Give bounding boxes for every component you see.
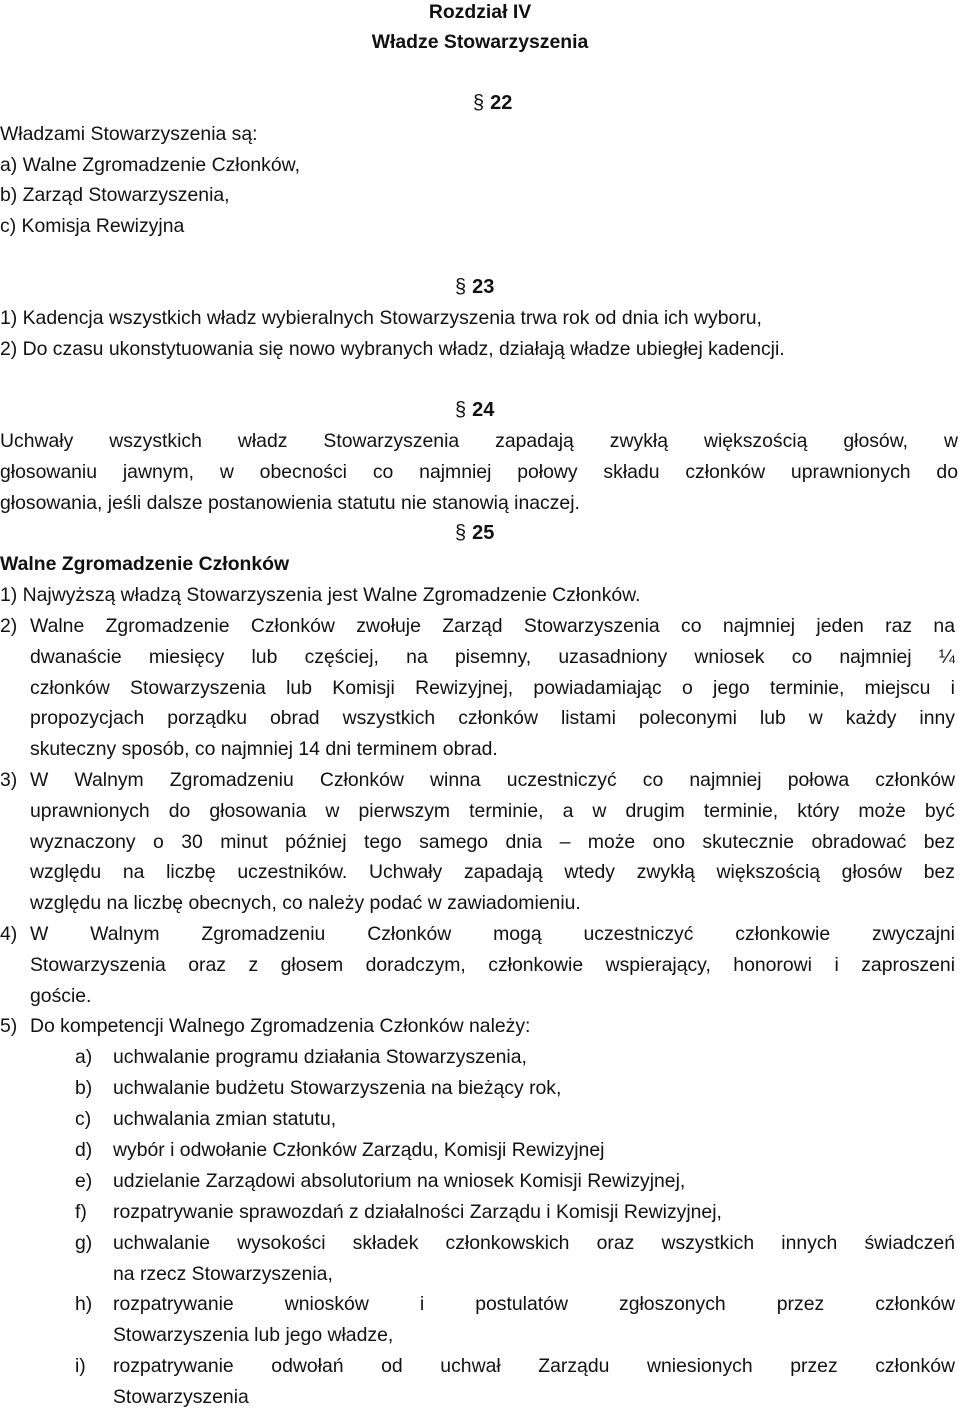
item-marker: g) [75,1232,93,1254]
s22-line: Władzami Stowarzyszenia są: [0,123,258,145]
item-marker: d) [75,1139,93,1161]
item-marker: h) [75,1293,93,1315]
competence-item: uchwalanie programu działania Stowarzyszenia, [113,1046,527,1068]
s25-p4-line: goście. [30,985,92,1007]
item-marker: f) [75,1201,87,1223]
item-marker: i) [75,1355,86,1377]
s25-paragraph-1: 1) Najwyższą władzą Stowarzyszenia jest Walne Zgromadzenie Członków. [0,584,641,606]
paragraph-marker: 4) [0,923,18,945]
s25-heading: Walne Zgromadzenie Członków [0,553,290,575]
competence-item: uchwalania zmian statutu, [113,1108,337,1130]
s23-line: 2) Do czasu ukonstytuowania się nowo wybranych władz, działają władze ubiegłej kadencji. [0,338,785,360]
section-number: 22 [490,92,513,114]
paragraph-marker: 5) [0,1015,18,1037]
competence-item: rozpatrywanie wniosków i postulatów zgłoszonych przez członków [113,1293,955,1315]
s25-p4-line: Stowarzyszenia oraz z głosem doradczym, członkowie wspierający, honorowi i zaproszeni [30,954,955,976]
section-number: 24 [472,399,495,421]
s24-line: głosowaniu jawnym, w obecności co najmniej połowy składu członków uprawnionych do [0,461,958,483]
item-marker: b) [75,1077,93,1099]
s25-p3-line: względu na liczbę obecnych, co należy podać w zawiadomieniu. [30,892,581,914]
s25-p3-line: wyznaczony o 30 minut później tego samego dnia – może ono skutecznie obradować bez [30,831,955,853]
s25-p4-line: W Walnym Zgromadzeniu Członków mogą uczestniczyć członkowie zwyczajni [30,923,955,945]
section-24-heading [455,398,494,422]
chapter-subtitle: Władze Stowarzyszenia [371,31,589,53]
section-number: 25 [472,522,495,544]
s22-line: b) Zarząd Stowarzyszenia, [0,184,230,206]
section-sign: § [455,522,467,544]
chapter-title: Rozdział IV [428,1,532,23]
s25-p5-intro: Do kompetencji Walnego Zgromadzenia Członków należy: [30,1015,531,1037]
competence-item-continued: na rzecz Stowarzyszenia, [113,1263,333,1285]
s25-p3-line: uprawnionych do głosowania w pierwszym terminie, a w drugim terminie, który może być [30,800,955,822]
section-23-heading [455,275,494,299]
section-25-heading [455,521,494,545]
competence-item: rozpatrywanie odwołań od uchwał Zarządu wniesionych przez członków [113,1355,955,1377]
section-sign: § [455,276,467,298]
item-marker: e) [75,1170,93,1192]
competence-item-continued: Stowarzyszenia [113,1386,249,1408]
section-sign: § [455,399,467,421]
s25-p2-line: skuteczny sposób, co najmniej 14 dni terminem obrad. [30,738,498,760]
competence-item: uchwalanie wysokości składek członkowskich oraz wszystkich innych świadczeń [113,1232,955,1254]
s25-p3-line: W Walnym Zgromadzeniu Członków winna uczestniczyć co najmniej połowa członków [30,769,955,791]
competence-item: wybór i odwołanie Członków Zarządu, Komisji Rewizyjnej [113,1139,605,1161]
s22-line: c) Komisja Rewizyjna [0,215,185,237]
competence-item-continued: Stowarzyszenia lub jego władze, [113,1324,394,1346]
s24-line: głosowania, jeśli dalsze postanowienia statutu nie stanowią inaczej. [0,492,580,514]
s24-line: Uchwały wszystkich władz Stowarzyszenia zapadają zwykłą większością głosów, w [0,430,958,452]
s23-line: 1) Kadencja wszystkich władz wybieralnych Stowarzyszenia trwa rok od dnia ich wyboru, [0,307,762,329]
competence-item: rozpatrywanie sprawozdań z działalności Zarządu i Komisji Rewizyjnej, [113,1201,722,1223]
paragraph-marker: 3) [0,769,18,791]
s22-line: a) Walne Zgromadzenie Członków, [0,154,300,176]
s25-p2-line: członków Stowarzyszenia lub Komisji Rewizyjnej, powiadamiając o jego terminie, miejscu i [30,677,955,699]
section-number: 23 [472,276,495,298]
item-marker: a) [75,1046,93,1068]
section-sign: § [473,92,485,114]
section-22-heading [473,91,512,115]
s25-p2-line: dwanaście miesięcy lub częściej, na pisemny, uzasadniony wniosek co najmniej ¼ [30,646,955,668]
item-marker: c) [75,1108,92,1130]
competence-item: udzielanie Zarządowi absolutorium na wniosek Komisji Rewizyjnej, [113,1170,686,1192]
s25-p2-line: propozycjach porządku obrad wszystkich członków listami poleconymi lub w każdy inny [30,707,955,729]
paragraph-marker: 2) [0,615,18,637]
s25-p2-line: Walne Zgromadzenie Członków zwołuje Zarząd Stowarzyszenia co najmniej jeden raz na [30,615,955,637]
s25-p3-line: względu na liczbę uczestników. Uchwały zapadają wtedy zwykłą większością głosów bez [30,861,955,883]
competence-item: uchwalanie budżetu Stowarzyszenia na bieżący rok, [113,1077,562,1099]
